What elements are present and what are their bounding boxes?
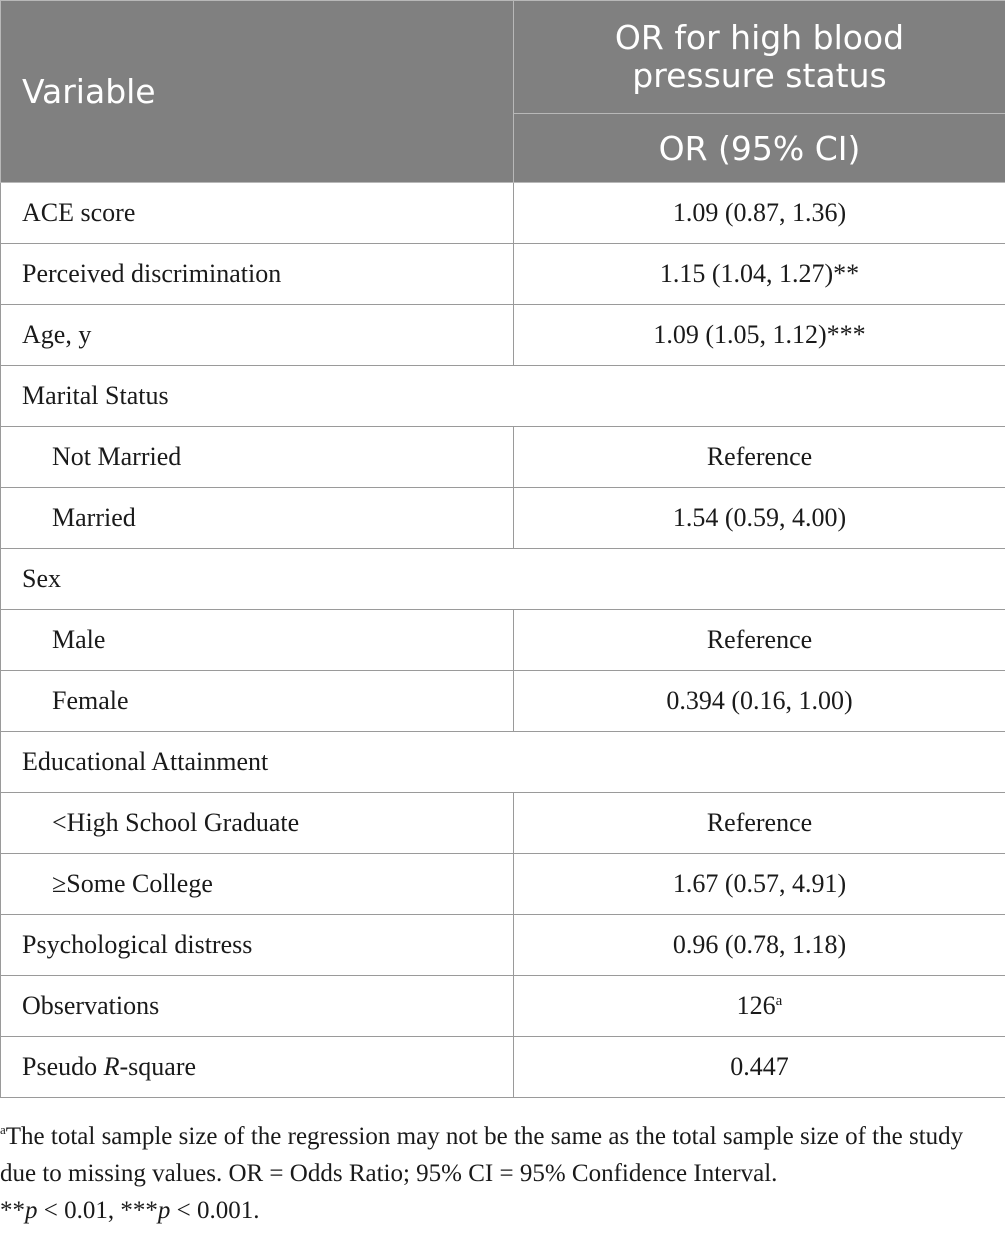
sig-rest-2: < 0.001. bbox=[170, 1197, 260, 1224]
or-column-header bbox=[514, 1, 1005, 114]
observations-value: 126 bbox=[736, 991, 776, 1020]
row-label: Perceived discrimination bbox=[1, 244, 514, 305]
row-label: Married bbox=[1, 488, 514, 549]
sig-p-1: p bbox=[25, 1197, 38, 1224]
table-row bbox=[1, 976, 1005, 1037]
pseudo-label-italic: R bbox=[103, 1052, 120, 1081]
row-value: Reference bbox=[514, 610, 1005, 671]
row-value: 1.67 (0.57, 4.91) bbox=[514, 854, 1005, 915]
row-value bbox=[514, 976, 1005, 1037]
sig-stars-1: ** bbox=[0, 1197, 25, 1224]
footnote-marker: a bbox=[0, 1122, 6, 1137]
row-value: Reference bbox=[514, 793, 1005, 854]
pseudo-label-pre: Pseudo bbox=[22, 1052, 104, 1081]
table-footnote bbox=[0, 1118, 1000, 1229]
row-value: 0.447 bbox=[514, 1037, 1005, 1098]
table-row bbox=[1, 1037, 1005, 1098]
sig-p-2: p bbox=[157, 1197, 171, 1224]
table-row bbox=[1, 305, 1005, 366]
table-row bbox=[1, 915, 1005, 976]
row-label: Female bbox=[1, 671, 514, 732]
table-row bbox=[1, 793, 1005, 854]
row-value: 1.54 (0.59, 4.00) bbox=[514, 488, 1005, 549]
row-label: Age, y bbox=[1, 305, 514, 366]
table-row bbox=[1, 671, 1005, 732]
row-label: Not Married bbox=[1, 427, 514, 488]
group-row-marital-status bbox=[1, 366, 1005, 427]
table-row bbox=[1, 854, 1005, 915]
group-label: Sex bbox=[1, 549, 1005, 610]
row-label: ≥Some College bbox=[1, 854, 514, 915]
variable-column-header: Variable bbox=[1, 1, 514, 183]
row-value: 1.09 (0.87, 1.36) bbox=[514, 183, 1005, 244]
footnote-text: The total sample size of the regression may not be the same as the total sample size of the study due to missing values. OR = Odds Ratio; 95% CI = 95% Confidence Interval. bbox=[0, 1123, 964, 1187]
sig-stars-2: *** bbox=[120, 1197, 158, 1224]
table-row bbox=[1, 610, 1005, 671]
group-label: Marital Status bbox=[1, 366, 1005, 427]
group-row-education bbox=[1, 732, 1005, 793]
row-value: 1.09 (1.05, 1.12)*** bbox=[514, 305, 1005, 366]
row-value: 0.394 (0.16, 1.00) bbox=[514, 671, 1005, 732]
table-row bbox=[1, 488, 1005, 549]
footnote-note bbox=[0, 1118, 1000, 1192]
row-value: 1.15 (1.04, 1.27)** bbox=[514, 244, 1005, 305]
pseudo-label-post: -square bbox=[119, 1052, 197, 1081]
row-label bbox=[1, 1037, 514, 1098]
group-row-sex bbox=[1, 549, 1005, 610]
table-row bbox=[1, 427, 1005, 488]
row-label: Observations bbox=[1, 976, 514, 1037]
row-label: ACE score bbox=[1, 183, 514, 244]
group-label: Educational Attainment bbox=[1, 732, 1005, 793]
row-label: Psychological distress bbox=[1, 915, 514, 976]
row-label: Male bbox=[1, 610, 514, 671]
row-label: <High School Graduate bbox=[1, 793, 514, 854]
or-column-title: OR for high blood pressure status bbox=[614, 18, 905, 95]
table-row bbox=[1, 183, 1005, 244]
significance-legend bbox=[0, 1192, 1000, 1229]
row-value: Reference bbox=[514, 427, 1005, 488]
table-row bbox=[1, 244, 1005, 305]
row-value: 0.96 (0.78, 1.18) bbox=[514, 915, 1005, 976]
footnote-marker: a bbox=[775, 993, 783, 1009]
ci-subheader: OR (95% CI) bbox=[514, 114, 1005, 183]
sig-rest-1: < 0.01, bbox=[37, 1197, 121, 1224]
